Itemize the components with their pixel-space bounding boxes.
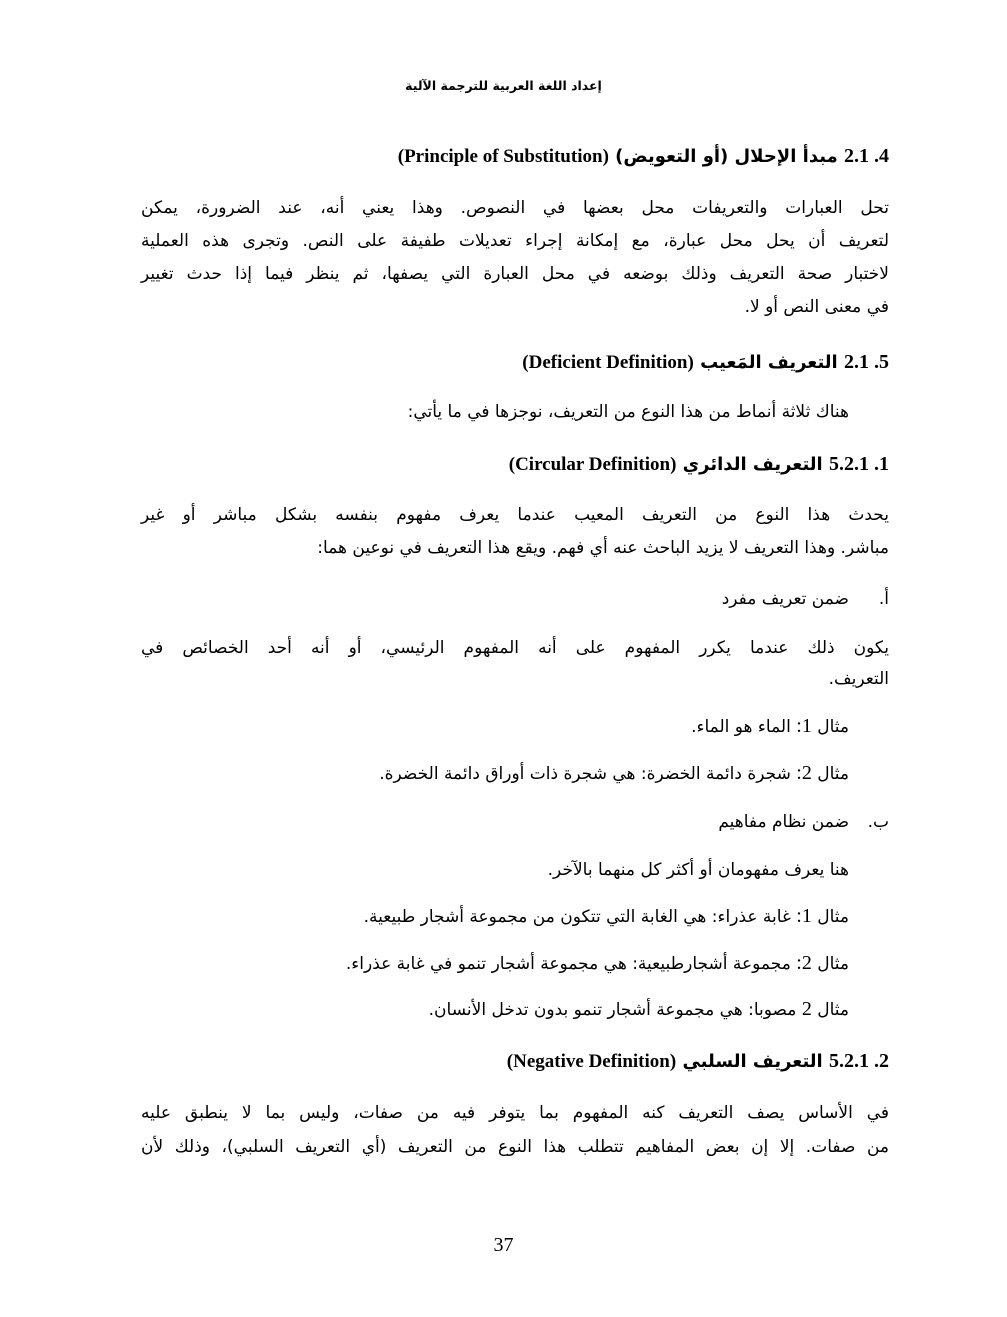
heading-deficient-definition: [522, 351, 889, 374]
paragraph-line: لاختبار صحة التعريف وذلك بوضعه في محل العبارة التي يصفها، ثم ينظر فيما إذا حدث تغيير: [141, 264, 889, 284]
example-number: 1:: [796, 715, 812, 737]
heading-title-en: (Circular Definition): [508, 454, 677, 475]
heading-title-ar: التعريف الدائري: [682, 454, 823, 475]
list-item-label: ضمن نظام مفاهيم: [718, 812, 849, 832]
section-intro: هناك ثلاثة أنماط من هذا النوع من التعريف، نوجزها في ما يأتي:: [407, 402, 849, 422]
paragraph-line: يحدث هذا النوع من التعريف المعيب عندما يعرف مفهوم بنفسه بشكل مباشر أو غير: [141, 505, 889, 525]
heading-circular-definition: [509, 453, 889, 476]
example-text: غابة عذراء: هي الغابة التي تتكون من مجموعة أشجار طبيعية.: [363, 907, 791, 927]
example-number: 2:: [796, 952, 812, 974]
list-marker-b: ب.: [867, 812, 889, 832]
example-prefix: مثال: [817, 764, 849, 784]
heading-title-en: (Deficient Definition): [522, 352, 694, 373]
heading-title-ar: التعريف السلبي: [682, 1051, 823, 1072]
running-header: إعداد اللغة العربية للترجمة الآلية: [405, 78, 602, 93]
example-number: 1:: [796, 905, 812, 927]
example-line: [346, 953, 849, 974]
paragraph-line: تحل العبارات والتعريفات محل بعضها في النصوص. وهذا يعني أنه، عند الضرورة، يمكن: [141, 198, 889, 218]
heading-number: 5. 2.1: [844, 351, 889, 373]
example-number: 2: [801, 998, 812, 1020]
heading-title-en: (Negative Definition): [506, 1051, 677, 1072]
paragraph-line: من صفات. إلا إن بعض المفاهيم تتطلب هذا النوع من التعريف (أي التعريف السلبي)، وذلك لأن: [141, 1137, 889, 1157]
example-line: [364, 906, 849, 927]
paragraph-line: لتعريف أن يحل محل عبارة، مع إمكانة إجراء تعديلات طفيفة على النص. وتجرى هذه العملية: [141, 231, 889, 251]
heading-negative-definition: [507, 1050, 889, 1073]
list-item-intro: هنا يعرف مفهومان أو أكثر كل منهما بالآخر.: [547, 860, 849, 880]
example-text: مجموعة أشجارطبيعية: هي مجموعة أشجار تنمو في غابة عذراء.: [345, 954, 791, 974]
example-prefix: مثال: [817, 717, 849, 737]
paragraph-line: يكون ذلك عندما يكرر المفهوم على أنه المفهوم الرئيسي، أو أنه أحد الخصائص في: [141, 638, 889, 658]
heading-principle-of-substitution: [398, 145, 889, 168]
heading-number: 1. 5.2.1: [829, 453, 889, 475]
example-text: شجرة دائمة الخضرة: هي شجرة ذات أوراق دائمة الخضرة.: [379, 764, 791, 784]
heading-title-ar: مبدأ الإحلال (أو التعويض): [615, 146, 838, 167]
paragraph-line: التعريف.: [828, 669, 889, 689]
heading-title-ar: التعريف المَعيب: [700, 352, 838, 373]
example-text: مصوبا: هي مجموعة أشجار تنمو بدون تدخل الأنسان.: [428, 1000, 797, 1020]
heading-title-en: (Principle of Substitution): [397, 146, 609, 167]
list-marker-a: أ.: [878, 589, 889, 609]
list-item-label: ضمن تعريف مفرد: [721, 589, 849, 609]
heading-number: 4. 2.1: [844, 145, 889, 167]
example-prefix: مثال: [817, 1000, 849, 1020]
paragraph-line: في الأساس يصف التعريف كنه المفهوم بما يتوفر فيه من صفات، وليس بما لا ينطبق عليه: [141, 1103, 889, 1123]
heading-number: 2. 5.2.1: [829, 1050, 889, 1072]
paragraph-line: في معنى النص أو لا.: [744, 297, 889, 317]
example-prefix: مثال: [817, 907, 849, 927]
paragraph-line: مباشر. وهذا التعريف لا يزيد الباحث عنه أي فهم. ويقع هذا التعريف في نوعين هما:: [317, 538, 889, 558]
example-number: 2:: [796, 762, 812, 784]
example-line: [691, 716, 849, 737]
example-line: [429, 999, 849, 1020]
example-text: الماء هو الماء.: [691, 717, 791, 737]
example-prefix: مثال: [817, 954, 849, 974]
example-line: [379, 763, 849, 784]
page-number: 37: [493, 1234, 514, 1256]
